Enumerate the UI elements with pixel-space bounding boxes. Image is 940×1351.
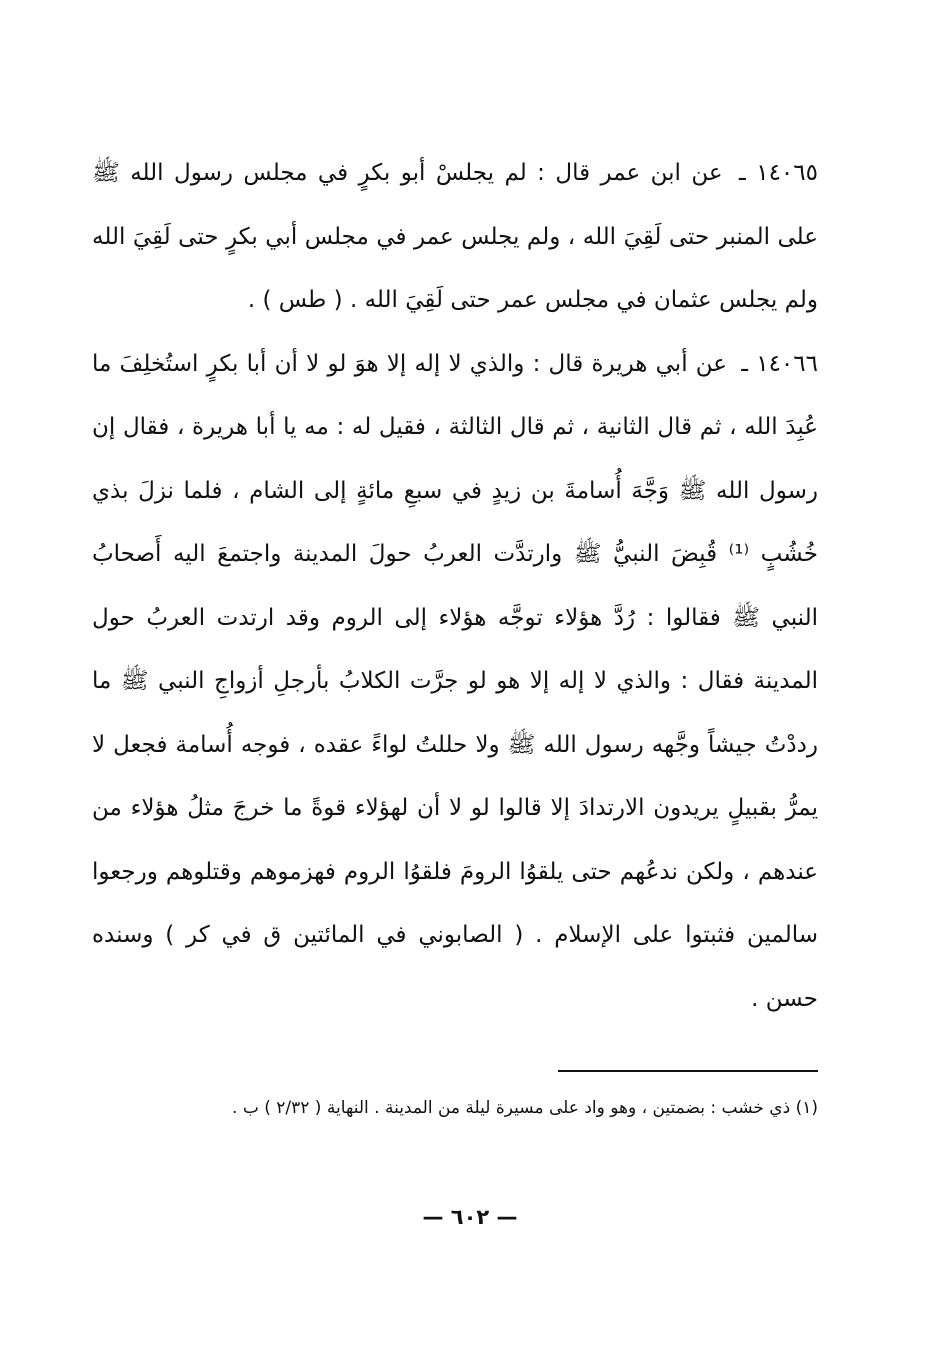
footnote-divider — [558, 1070, 818, 1072]
main-text — [92, 142, 818, 1031]
hadith-14065 — [92, 142, 818, 333]
hadith-14066 — [92, 333, 818, 1032]
hadith-text: عن أبي هريرة قال : والذي لا إله إلا هوَ لو لا أن أبا بكرٍ استُخلِفَ ما عُبِدَ الله ، ثم قال الثانية ، ثم قال الثالثة ، فقيل له : مه يا أبا هريرة ، فقال إن رسول الله ﷺ وَجَّهَ أُسامةَ بن زيدٍ في سبعِ مائةٍ إلى الشام ، فلما نزلَ بذي خُشُبٍ ⁽¹⁾ قُبِضَ النبيُّ ﷺ وارتدَّت العربُ حولَ المدينة واجتمعَ اليه أَصحابُ النبي ﷺ فقالوا : رُدَّ هؤلاء توجَّه هؤلاء إلى الروم وقد ارتدت العربُ حول المدينة فقال : والذي لا إله إلا هو لو جرَّت الكلابُ بأرجلِ أزواجِ النبي ﷺ ما رددْتُ جيشاً وجَّهه رسول الله ﷺ ولا حللتُ لواءً عقده ، فوجه أُسامة فجعل لا يمرُّ بقبيلٍ يريدون الارتدادَ إلا قالوا لو لا أن لهؤلاء قوةً ما خرجَ مثلُ هؤلاء من عندهم ، ولكن ندعُهم حتى يلقوُا الرومَ فلقوُا الروم فهزموهم وقتلوهم ورجعوا سالمين فثبتوا على الإسلام . ( الصابوني في المائتين ق في كر ) وسنده حسن . — [92, 350, 819, 1012]
page-number: — ٦٠٢ — — [422, 1205, 518, 1229]
hadith-text: عن ابن عمر قال : لم يجلسْ أبو بكرٍ في مجلس رسول الله ﷺ على المنبر حتى لَقِيَ الله ، ولم يجلس عمر في مجلس أبي بكرٍ حتى لَقِيَ الله ولم يجلس عثمان في مجلس عمر حتى لَقِيَ الله . ( طس ) . — [92, 160, 818, 313]
hadith-number: ١٤٠٦٦ ـ — [741, 350, 818, 377]
hadith-number: ١٤٠٦٥ ـ — [739, 160, 818, 186]
footnote: (١) ذي خشب : بضمتين ، وهو واد على مسيرة ليلة من المدينة . النهاية ( ٢/٣٢ ) ب . — [232, 1098, 818, 1118]
